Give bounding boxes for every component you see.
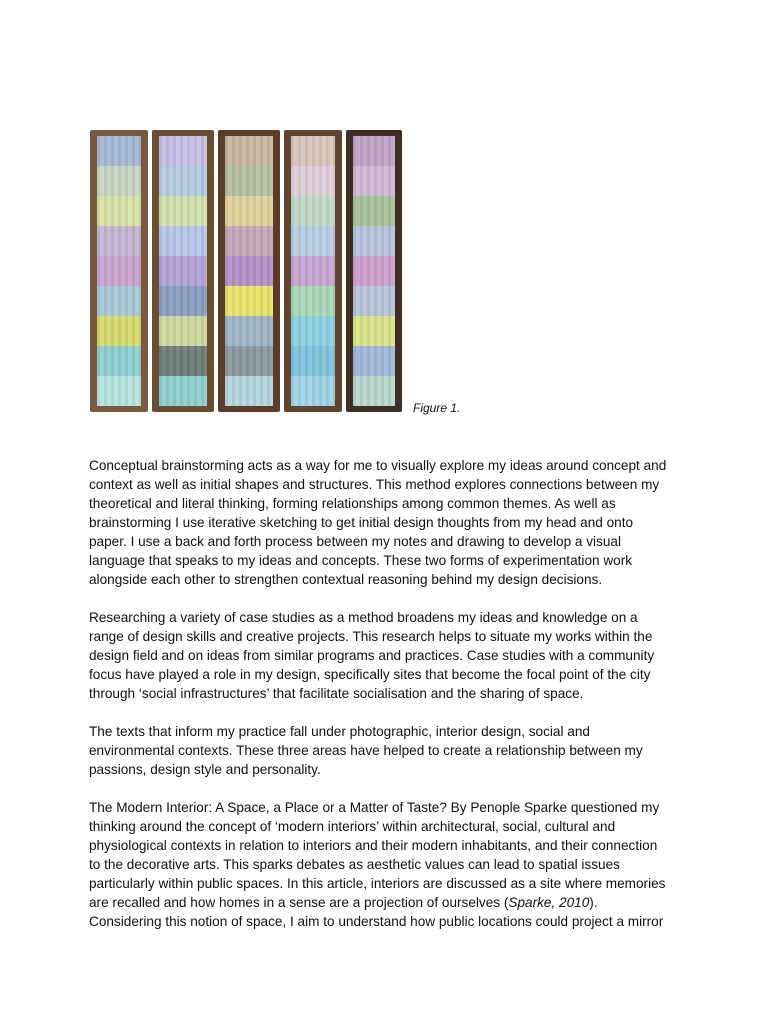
- photo-strip-2: [152, 130, 214, 412]
- photo-strip-1: [90, 130, 148, 412]
- text-line: [89, 893, 709, 912]
- paragraph-3: [89, 722, 709, 779]
- text-fragment: ).: [589, 895, 598, 910]
- text-line: The Modern Interior: A Space, a Place or a Matter of Taste? By Penople Sparke questioned my: [89, 800, 660, 815]
- text-line: alongside each other to strengthen contextual reasoning behind my design decisions.: [89, 572, 603, 587]
- photo-strip-3: [218, 130, 280, 412]
- paragraph-2: [89, 608, 709, 703]
- photo-collage: [291, 136, 335, 406]
- paragraph-1: [89, 456, 709, 589]
- text-line: paper. I use a back and forth process between my notes and drawing to develop a visual: [89, 534, 621, 549]
- photo-collage: [159, 136, 207, 406]
- text-fragment: are recalled and how homes in a sense are a projection of ourselves (: [89, 895, 509, 910]
- photo-collage: [225, 136, 273, 406]
- text-line: passions, design style and personality.: [89, 762, 321, 777]
- text-line: theoretical and literal thinking, forming relationships among common themes. As well as: [89, 496, 616, 511]
- figure-caption: Figure 1.: [413, 401, 461, 415]
- text-line: Researching a variety of case studies as a method broadens my ideas and knowledge on a: [89, 610, 638, 625]
- photo-collage: [97, 136, 141, 406]
- text-line: focus have played a role in my design, specifically sites that become the focal point of the city: [89, 667, 651, 682]
- photo-collage: [353, 136, 395, 406]
- text-line: context as well as initial shapes and structures. This method explores connections between my: [89, 477, 660, 492]
- text-line: brainstorming I use iterative sketching to get initial design thoughts from my head and onto: [89, 515, 634, 530]
- text-line: particularly within public spaces. In this article, interiors are discussed as a site where memories: [89, 876, 666, 891]
- text-line: design field and on ideas from similar programs and practices. Case studies with a community: [89, 648, 655, 663]
- text-line: range of design skills and creative projects. This research helps to situate my works within the: [89, 629, 653, 644]
- text-line: Considering this notion of space, I aim to understand how public locations could project a mirror: [89, 914, 664, 929]
- text-line: to the decorative arts. This sparks debates as aesthetic values can lead to spatial issues: [89, 857, 620, 872]
- text-line: The texts that inform my practice fall under photographic, interior design, social and: [89, 724, 590, 739]
- photo-strip-4: [284, 130, 342, 412]
- body-text: [89, 456, 709, 950]
- figure-1: [90, 130, 410, 412]
- paragraph-4: [89, 798, 709, 931]
- citation: Sparke, 2010: [508, 895, 590, 910]
- text-line: language that speaks to my ideas and concepts. These two forms of experimentation work: [89, 553, 633, 568]
- text-line: thinking around the concept of ‘modern interiors’ within architectural, social, cultural and: [89, 819, 616, 834]
- text-line: environmental contexts. These three areas have helped to create a relationship between my: [89, 743, 643, 758]
- text-line: Conceptual brainstorming acts as a way for me to visually explore my ideas around concept and: [89, 458, 667, 473]
- text-line: through ‘social infrastructures’ that facilitate socialisation and the sharing of space.: [89, 686, 584, 701]
- photo-strip-5: [346, 130, 402, 412]
- text-line: physiological contexts in relation to interiors and their modern inhabitants, and their connection: [89, 838, 658, 853]
